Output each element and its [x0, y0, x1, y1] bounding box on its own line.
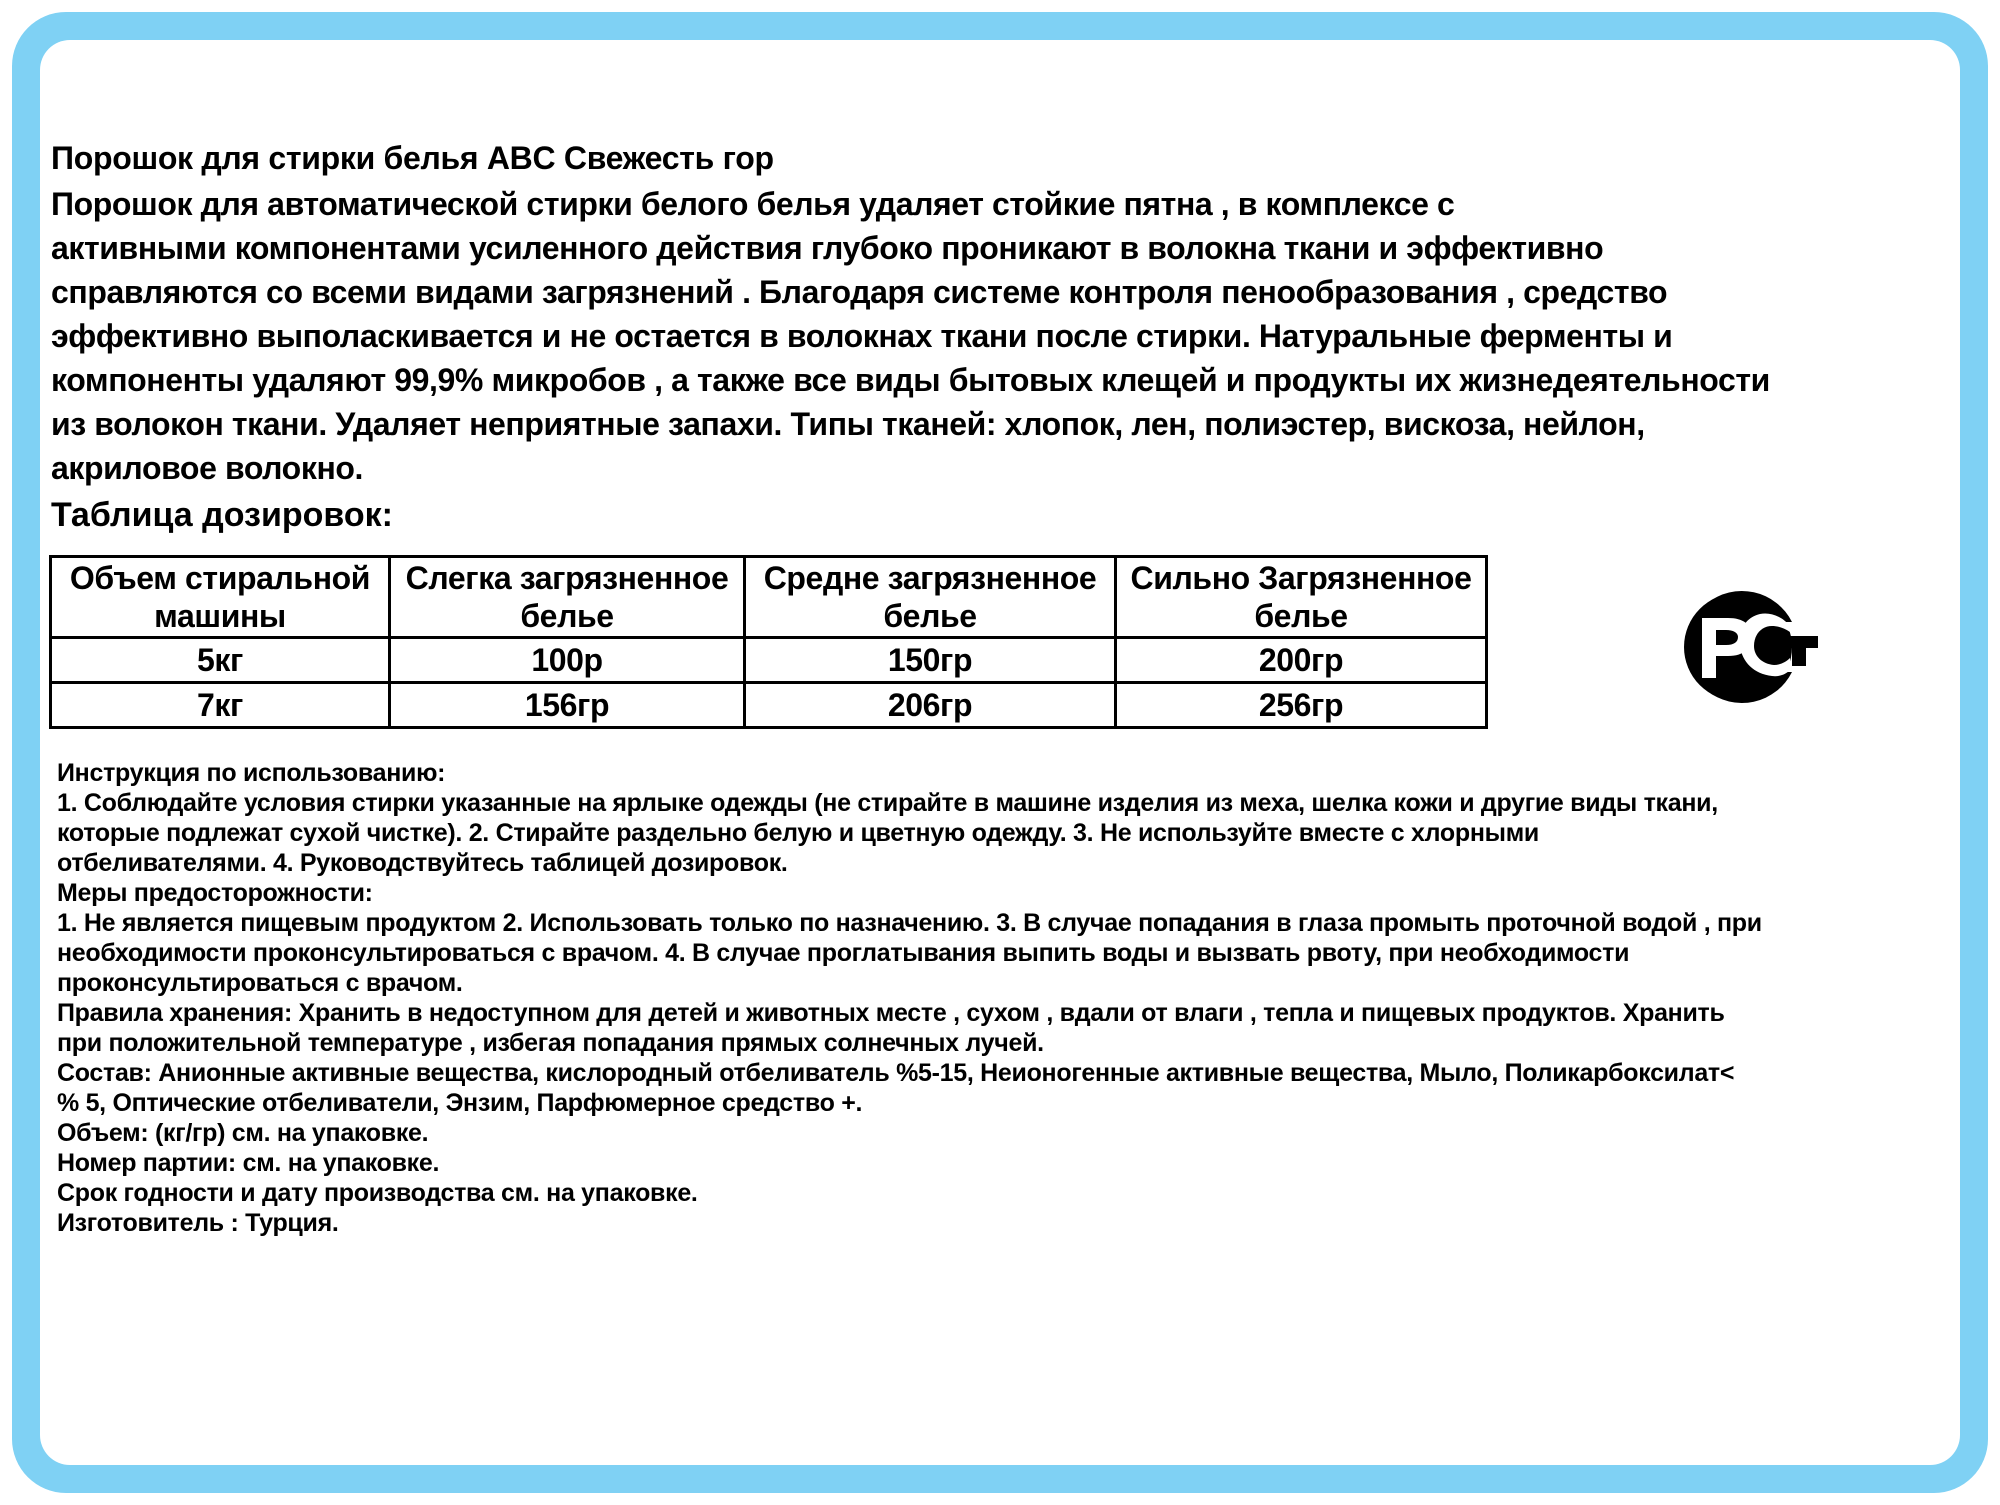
- table-cell: 256гр: [1116, 683, 1487, 728]
- instruction-line: 1. Соблюдайте условия стирки указанные на ярлыке одежды (не стирайте в машине изделия из меха, шелка кожи и другие виды ткани,: [57, 789, 1718, 817]
- description-line: из волокон ткани. Удаляет неприятные запахи. Типы тканей: хлопок, лен, полиэстер, вискоза, нейлон,: [51, 406, 1645, 442]
- header-lightly-soiled: Слегка загрязненное белье: [390, 557, 745, 638]
- description-line: акриловое волокно.: [51, 450, 364, 486]
- description-line: компоненты удаляют 99,9% микробов , а также все виды бытовых клещей и продукты их жизнедеятельности: [51, 362, 1770, 398]
- table-cell: 200гр: [1116, 638, 1487, 683]
- instruction-line: Меры предосторожности:: [57, 879, 373, 907]
- instruction-line: 1. Не является пищевым продуктом 2. Использовать только по назначению. 3. В случае попадания в глаза промыть проточной водой , при: [57, 909, 1762, 937]
- header-heavily-soiled: Сильно Загрязненное белье: [1116, 557, 1487, 638]
- table-cell: 100р: [390, 638, 745, 683]
- description-line: активными компонентами усиленного действия глубоко проникают в волокна ткани и эффективно: [51, 230, 1604, 266]
- instruction-line: Инструкция по использованию:: [57, 759, 446, 787]
- description-line: эффективно выполаскивается и не остается в волокнах ткани после стирки. Натуральные ферменты и: [51, 318, 1673, 354]
- instruction-line: необходимости проконсультироваться с врачом. 4. В случае проглатывания выпить воды и вызвать рвоту, при необходимости: [57, 939, 1630, 967]
- pct-certification-icon: [1672, 588, 1820, 706]
- instruction-line: Изготовитель : Турция.: [57, 1209, 339, 1237]
- instruction-line: которые подлежат сухой чистке). 2. Стирайте раздельно белую и цветную одежду. 3. Не используйте вместе с хлорными: [57, 819, 1539, 847]
- instruction-line: % 5, Оптические отбеливатели, Энзим, Парфюмерное средство +.: [57, 1089, 863, 1117]
- table-cell: 5кг: [51, 638, 390, 683]
- instruction-line: при положительной температуре , избегая попадания прямых солнечных лучей.: [57, 1029, 1044, 1057]
- instruction-line: Правила хранения: Хранить в недоступном для детей и животных месте , сухом , вдали от влаги , тепла и пищевых продуктов. Хранить: [57, 999, 1725, 1027]
- instruction-line: Состав: Анионные активные вещества, кислородный отбеливатель %5-15, Неионогенные активные вещества, Мыло, Поликарбоксилат<: [57, 1059, 1735, 1087]
- usage-instructions: [57, 758, 1957, 1238]
- table-cell: 206гр: [745, 683, 1116, 728]
- table-row: [51, 683, 1487, 728]
- dosage-table: [49, 555, 1488, 729]
- table-cell: 7кг: [51, 683, 390, 728]
- table-cell: 150гр: [745, 638, 1116, 683]
- product-title: Порошок для стирки белья ABC Свежесть гор: [51, 140, 774, 176]
- dosage-header-row: [51, 557, 1487, 638]
- instruction-line: проконсультироваться с врачом.: [57, 969, 463, 997]
- table-row: [51, 638, 1487, 683]
- instruction-line: Номер партии: см. на упаковке.: [57, 1149, 440, 1177]
- instruction-line: Срок годности и дату производства см. на упаковке.: [57, 1179, 698, 1207]
- table-cell: 156гр: [390, 683, 745, 728]
- description-line: справляются со всеми видами загрязнений . Благодаря системе контроля пенообразования , средство: [51, 274, 1668, 310]
- instruction-line: Объем: (кг/гр) см. на упаковке.: [57, 1119, 429, 1147]
- product-description: [51, 182, 1951, 490]
- header-machine-volume: Объем стиральной машины: [51, 557, 390, 638]
- dosage-table-title: Таблица дозировок:: [51, 496, 393, 534]
- header-medium-soiled: Средне загрязненное белье: [745, 557, 1116, 638]
- instruction-line: отбеливателями. 4. Руководствуйтесь таблицей дозировок.: [57, 849, 788, 877]
- description-line: Порошок для автоматической стирки белого белья удаляет стойкие пятна , в комплексе с: [51, 186, 1455, 222]
